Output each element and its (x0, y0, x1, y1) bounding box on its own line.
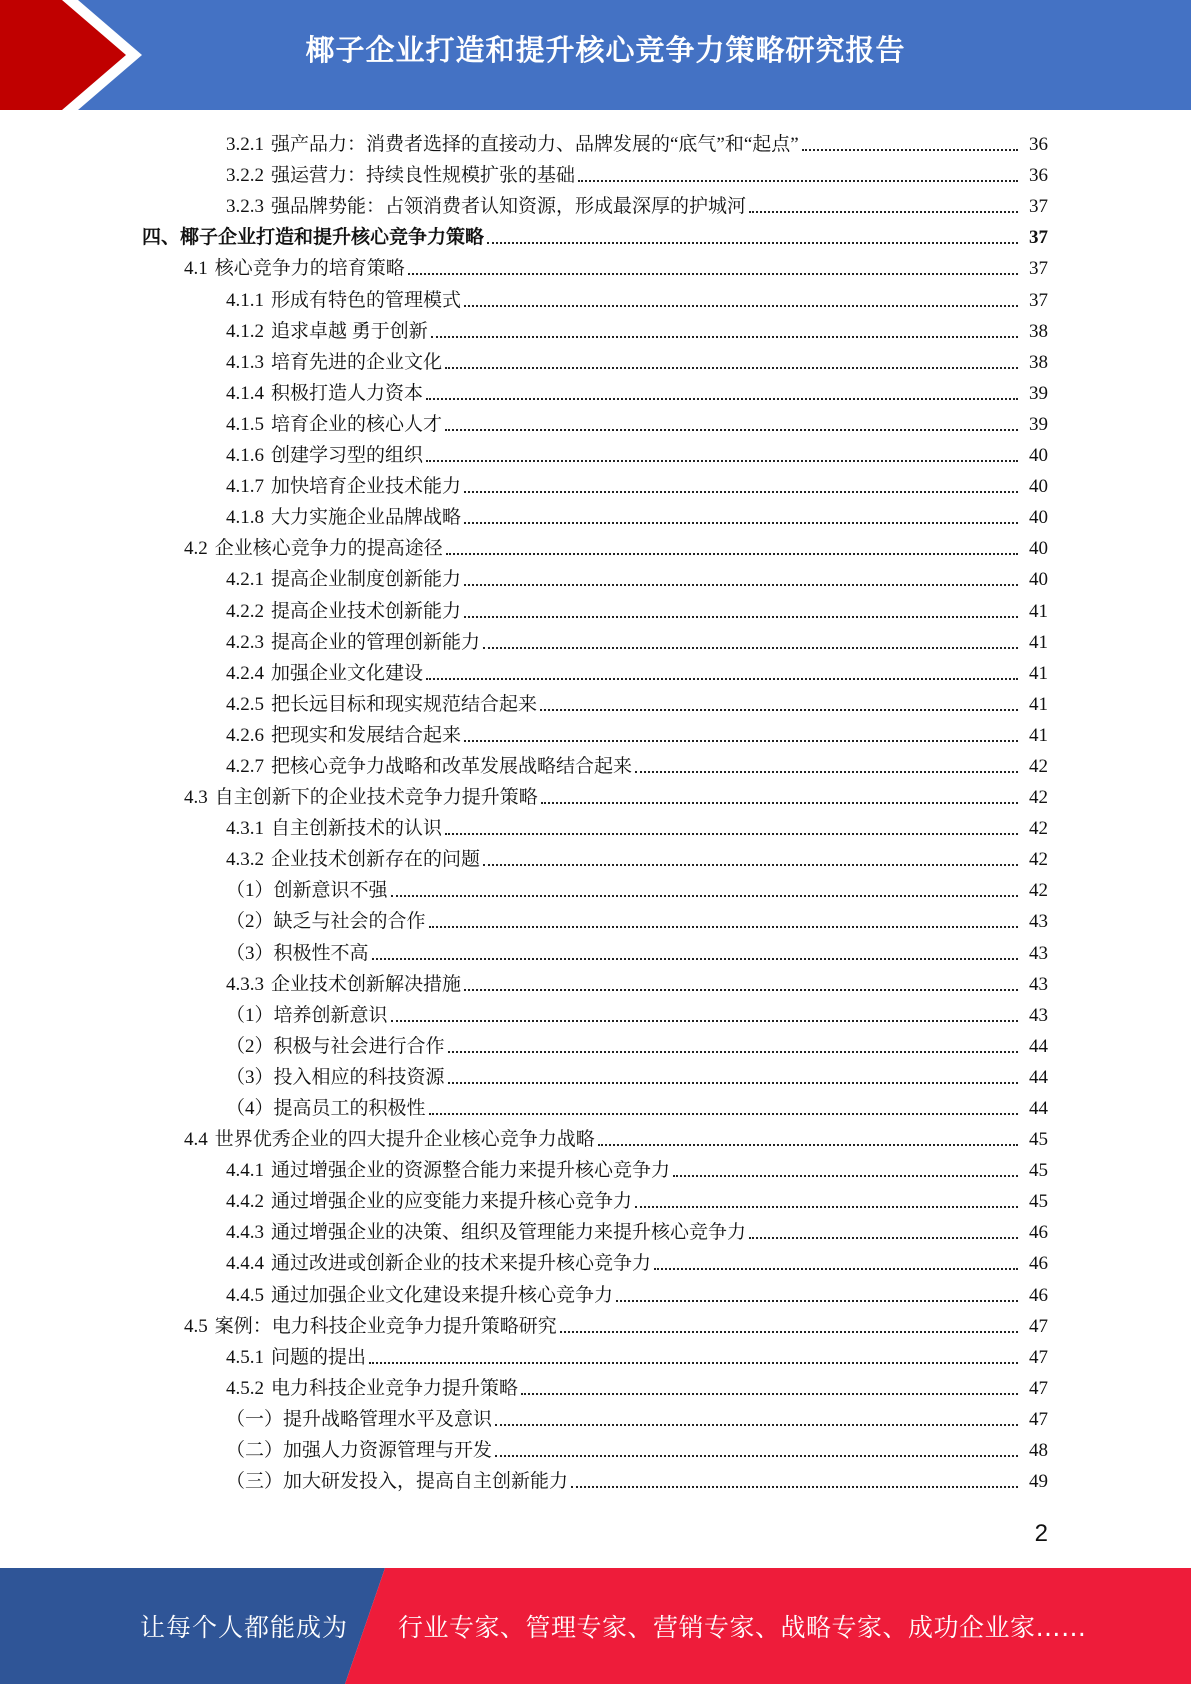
toc-entry-text: （三）加大研发投入，提高自主创新能力 (226, 1471, 569, 1493)
toc-entry[interactable] (0, 502, 1191, 533)
toc-entry-number: 4.3.1 (226, 818, 264, 840)
toc-entry[interactable] (0, 1093, 1191, 1124)
toc-entry-number: 4.1.5 (226, 413, 264, 435)
toc-dot-leader (426, 459, 1018, 462)
toc-entry[interactable] (0, 1186, 1191, 1217)
toc-entry[interactable] (0, 689, 1191, 720)
toc-dot-leader (391, 1019, 1018, 1022)
toc-entry-number: 4.5.2 (226, 1377, 264, 1399)
toc-entry-label (226, 1221, 746, 1245)
toc-dot-leader (495, 1423, 1018, 1426)
toc-entry-page: 41 (1029, 631, 1048, 653)
toc-entry-page: 43 (1029, 1004, 1048, 1026)
toc-entry-text: 四、椰子企业打造和提升核心竞争力策略 (142, 227, 485, 249)
toc-entry-page: 47 (1029, 1315, 1048, 1337)
toc-entry-page: 38 (1029, 351, 1048, 373)
toc-entry[interactable] (0, 440, 1191, 471)
toc-entry-label (184, 257, 405, 281)
toc-entry[interactable] (0, 316, 1191, 347)
toc-entry[interactable] (0, 129, 1191, 160)
toc-dot-leader (635, 770, 1018, 773)
toc-entry-text: 把核心竞争力战略和改革发展战略结合起来 (271, 755, 633, 777)
toc-entry-number: 4.2.6 (226, 724, 264, 746)
page-number: 2 (1034, 1520, 1048, 1547)
toc-entry-label (226, 1097, 426, 1121)
toc-dot-leader (483, 646, 1018, 649)
toc-entry-text: 企业技术创新解决措施 (271, 973, 462, 995)
toc-entry[interactable] (0, 1031, 1191, 1062)
toc-entry-label (226, 879, 388, 903)
toc-entry-text: 通过增强企业的资源整合能力来提升核心竞争力 (271, 1160, 671, 1182)
toc-entry-label (226, 1252, 651, 1276)
toc-entry-label (226, 910, 426, 934)
toc-entry-text: 自主创新技术的认识 (271, 818, 443, 840)
toc-entry-label (226, 724, 461, 748)
toc-entry-label (226, 1439, 492, 1463)
toc-entry-text: 电力科技企业竞争力提升策略 (271, 1377, 519, 1399)
toc-entry-number: 4.2.4 (226, 662, 264, 684)
toc-entry-number: 4.4.5 (226, 1284, 264, 1306)
toc-entry-label (226, 506, 461, 530)
toc-entry-page: 46 (1029, 1253, 1048, 1275)
toc-entry[interactable] (0, 1342, 1191, 1373)
toc-entry-number: 4.5 (184, 1315, 208, 1337)
toc-dot-leader (673, 1174, 1018, 1177)
toc-entry-page: 44 (1029, 1035, 1048, 1057)
toc-entry-text: 企业技术创新存在的问题 (271, 849, 481, 871)
toc-entry[interactable] (0, 937, 1191, 968)
toc-dot-leader (464, 739, 1018, 742)
toc-entry-page: 40 (1029, 538, 1048, 560)
toc-entry-text: 世界优秀企业的四大提升企业核心竞争力战略 (214, 1129, 595, 1151)
toc-entry-number: 4.3 (184, 787, 208, 809)
toc-entry-label (226, 1408, 492, 1432)
toc-entry[interactable] (0, 253, 1191, 284)
toc-entry[interactable] (0, 191, 1191, 222)
toc-entry[interactable] (0, 160, 1191, 191)
toc-dot-leader (408, 272, 1018, 275)
toc-entry-number: 4.4.1 (226, 1160, 264, 1182)
toc-dot-leader (464, 615, 1018, 618)
toc-entry-label (226, 1066, 445, 1090)
toc-entry[interactable] (0, 1404, 1191, 1435)
toc-entry-text: （一）提升战略管理水平及意识 (226, 1408, 493, 1430)
toc-entry-page: 40 (1029, 569, 1048, 591)
toc-entry-label (226, 1346, 366, 1370)
toc-entry[interactable] (0, 409, 1191, 440)
toc-entry[interactable] (0, 1435, 1191, 1466)
toc-dot-leader (431, 335, 1018, 338)
toc-entry-label (184, 1128, 595, 1152)
toc-entry[interactable] (0, 471, 1191, 502)
toc-entry-page: 41 (1029, 600, 1048, 622)
toc-entry-page: 41 (1029, 724, 1048, 746)
toc-entry-label (226, 1470, 568, 1494)
toc-entry-page: 44 (1029, 1098, 1048, 1119)
toc-entry-label (226, 1004, 388, 1028)
toc-entry-page: 39 (1029, 382, 1048, 404)
toc-entry-label (226, 1284, 613, 1308)
toc-dot-leader (749, 210, 1018, 213)
toc-entry-text: 强运营力：持续良性规模扩张的基础 (271, 165, 576, 187)
toc-entry-text: 通过增强企业的决策、组织及管理能力来提升核心竞争力 (271, 1222, 747, 1244)
toc-entry[interactable] (0, 1279, 1191, 1310)
toc-entry-page: 42 (1029, 818, 1048, 840)
toc-entry-page: 47 (1029, 1408, 1048, 1430)
toc-dot-leader (540, 708, 1018, 711)
toc-dot-leader (521, 1392, 1018, 1395)
toc-entry-text: 通过改进或创新企业的技术来提升核心竞争力 (271, 1253, 652, 1275)
toc-dot-leader (483, 863, 1018, 866)
toc-entry-text: 培育先进的企业文化 (271, 351, 443, 373)
toc-entry-label (226, 1159, 670, 1183)
toc-entry-text: （3）投入相应的科技资源 (226, 1066, 445, 1088)
toc-entry-label (226, 351, 442, 375)
toc-entry-text: 追求卓越 勇于创新 (271, 320, 428, 342)
toc-entry[interactable] (0, 875, 1191, 906)
toc-entry-page: 39 (1029, 413, 1048, 435)
footer-slogan-left: 让每个人都能成为 (140, 1613, 349, 1642)
toc-entry[interactable] (0, 751, 1191, 782)
toc-entry-number: 4.4.4 (226, 1253, 264, 1275)
toc-entry-number: 4.2.5 (226, 693, 264, 715)
toc-entry[interactable] (0, 782, 1191, 813)
toc-entry[interactable] (0, 347, 1191, 378)
toc-dot-leader (446, 552, 1018, 555)
toc-entry-number: 4.1.6 (226, 445, 264, 467)
toc-dot-leader (464, 304, 1018, 307)
toc-entry-text: 培育企业的核心人才 (271, 413, 443, 435)
toc-entry[interactable] (0, 906, 1191, 937)
toc-entry-number: 4.1.2 (226, 320, 264, 342)
toc-dot-leader (372, 957, 1018, 960)
toc-dot-leader (749, 1236, 1018, 1239)
toc-entry-page: 40 (1029, 445, 1048, 467)
toc-entry-number: 4.2 (184, 538, 208, 560)
toc-dot-leader (445, 428, 1018, 431)
toc-entry-page: 47 (1029, 1377, 1048, 1399)
toc-entry-page: 40 (1029, 507, 1048, 529)
toc-entry-text: （1）创新意识不强 (226, 880, 388, 902)
toc-entry-text: 核心竞争力的培育策略 (214, 258, 405, 280)
toc-entry-number: 4.1 (184, 258, 208, 280)
toc-entry-text: （2）积极与社会进行合作 (226, 1035, 445, 1057)
toc-entry-page: 43 (1029, 973, 1048, 995)
toc-entry-page: 46 (1029, 1222, 1048, 1244)
toc-entry-text: （2）缺乏与社会的合作 (226, 911, 426, 933)
toc-dot-leader (560, 1330, 1018, 1333)
toc-entry-label (184, 786, 538, 810)
toc-dot-leader (448, 1050, 1018, 1053)
toc-entry-number: 4.1.1 (226, 289, 264, 311)
toc-entry-label (226, 848, 480, 872)
toc-entry-label (226, 195, 746, 219)
toc-entry-text: 案例：电力科技企业竞争力提升策略研究 (214, 1315, 557, 1337)
toc-dot-leader (654, 1267, 1018, 1270)
toc-dot-leader (448, 1081, 1018, 1084)
toc-entry[interactable] (0, 720, 1191, 751)
toc-entry-text: 提高企业制度创新能力 (271, 569, 462, 591)
toc-entry-text: （4）提高员工的积极性 (226, 1098, 426, 1119)
toc-dot-leader (445, 366, 1018, 369)
toc-entry-page: 37 (1029, 289, 1048, 311)
toc-entry[interactable] (0, 595, 1191, 626)
toc-entry-text: 形成有特色的管理模式 (271, 289, 462, 311)
toc-entry[interactable] (0, 1217, 1191, 1248)
toc-entry-number: 4.3.2 (226, 849, 264, 871)
toc-entry-text: 通过增强企业的应变能力来提升核心竞争力 (271, 1191, 633, 1213)
toc-entry-number: 4.2.2 (226, 600, 264, 622)
toc-entry[interactable] (0, 1373, 1191, 1404)
toc-entry-page: 41 (1029, 662, 1048, 684)
toc-entry-page: 45 (1029, 1129, 1048, 1151)
toc-entry-number: 3.2.1 (226, 134, 264, 156)
toc-entry-page: 42 (1029, 849, 1048, 871)
toc-entry-number: 4.1.7 (226, 476, 264, 498)
toc-entry-page: 47 (1029, 1346, 1048, 1368)
toc-entry-label (226, 662, 423, 686)
toc-entry-label (226, 973, 461, 997)
toc-entry-label (226, 1035, 445, 1059)
toc-entry-label (226, 942, 369, 966)
toc-entry[interactable] (0, 1466, 1191, 1497)
toc-entry-label (226, 164, 575, 188)
toc-dot-leader (464, 521, 1018, 524)
toc-dot-leader (391, 894, 1018, 897)
toc-entry-text: （二）加强人力资源管理与开发 (226, 1440, 493, 1462)
toc-entry-text: 加强企业文化建设 (271, 662, 424, 684)
toc-entry-page: 36 (1029, 165, 1048, 187)
toc-entry-text: 企业核心竞争力的提高途径 (214, 538, 443, 560)
toc-dot-leader (464, 988, 1018, 991)
toc-entry-text: 通过加强企业文化建设来提升核心竞争力 (271, 1284, 614, 1306)
toc-entry[interactable] (0, 813, 1191, 844)
toc-entry-label (226, 1377, 518, 1401)
toc-entry-text: 创建学习型的组织 (271, 445, 424, 467)
toc-entry-page: 41 (1029, 693, 1048, 715)
toc-entry-number: 4.5.1 (226, 1346, 264, 1368)
toc-dot-leader (635, 1205, 1018, 1208)
toc-entry-text: （3）积极性不高 (226, 942, 369, 964)
toc-dot-leader (578, 179, 1018, 182)
toc-entry-number: 4.2.3 (226, 631, 264, 653)
toc-entry-text: 大力实施企业品牌战略 (271, 507, 462, 529)
toc-entry-page: 37 (1029, 227, 1048, 249)
toc-dot-leader (464, 490, 1018, 493)
toc-entry-number: 4.4.3 (226, 1222, 264, 1244)
toc-entry[interactable] (0, 564, 1191, 595)
toc-entry-label (226, 133, 799, 157)
toc-entry-text: 自主创新下的企业技术竞争力提升策略 (214, 787, 538, 809)
toc-entry[interactable] (0, 1000, 1191, 1031)
toc-entry[interactable] (0, 1248, 1191, 1279)
toc-entry-label (226, 413, 442, 437)
toc-entry-page: 49 (1029, 1471, 1048, 1493)
toc-entry-page: 45 (1029, 1160, 1048, 1182)
toc-entry-page: 42 (1029, 880, 1048, 902)
toc-entry[interactable] (0, 844, 1191, 875)
toc-entry-number: 4.1.3 (226, 351, 264, 373)
toc-dot-leader (571, 1485, 1018, 1488)
toc-entry-label (226, 1190, 632, 1214)
toc-entry-page: 36 (1029, 134, 1048, 156)
toc-dot-leader (541, 801, 1018, 804)
toc-entry[interactable] (0, 284, 1191, 315)
toc-entry-number: 4.2.7 (226, 755, 264, 777)
toc-entry-text: 积极打造人力资本 (271, 382, 424, 404)
toc-entry-label (226, 475, 461, 499)
toc-entry-text: 强产品力：消费者选择的直接动力、品牌发展的“底气”和“起点” (271, 134, 799, 156)
toc-entry-page: 40 (1029, 476, 1048, 498)
toc-entry-label (226, 289, 461, 313)
toc-entry-text: 强品牌势能：占领消费者认知资源，形成最深厚的护城河 (271, 196, 747, 218)
toc-entry-page: 37 (1029, 258, 1048, 280)
toc-dot-leader (426, 677, 1018, 680)
toc-entry-page: 46 (1029, 1284, 1048, 1306)
toc-entry-number: 4.1.8 (226, 507, 264, 529)
toc-entry[interactable] (0, 658, 1191, 689)
page-header (0, 0, 1191, 110)
toc-entry-label (226, 320, 428, 344)
toc-entry-number: 4.4.2 (226, 1191, 264, 1213)
toc-entry[interactable] (0, 1124, 1191, 1155)
toc-entry-label (226, 600, 461, 624)
toc-entry-page: 43 (1029, 942, 1048, 964)
toc-entry[interactable] (0, 533, 1191, 564)
toc-entry[interactable] (0, 222, 1191, 253)
toc-entry-text: （1）培养创新意识 (226, 1004, 388, 1026)
toc-dot-leader (369, 1361, 1018, 1364)
toc-entry-page: 37 (1029, 196, 1048, 218)
toc-dot-leader (598, 1143, 1018, 1146)
toc-entry-page: 42 (1029, 755, 1048, 777)
table-of-contents (0, 129, 1191, 1497)
toc-entry-number: 4.2.1 (226, 569, 264, 591)
toc-entry-page: 45 (1029, 1191, 1048, 1213)
toc-dot-leader (487, 241, 1018, 244)
toc-dot-leader (464, 583, 1018, 586)
toc-entry-text: 把长远目标和现实规范结合起来 (271, 693, 538, 715)
report-title: 椰子企业打造和提升核心竞争力策略研究报告 (305, 33, 906, 67)
toc-entry-page: 43 (1029, 911, 1048, 933)
toc-entry-label (184, 1315, 557, 1339)
toc-entry[interactable] (0, 378, 1191, 409)
toc-entry-text: 提高企业的管理创新能力 (271, 631, 481, 653)
toc-entry-label (226, 817, 442, 841)
toc-dot-leader (426, 397, 1018, 400)
page-footer (0, 1568, 1191, 1684)
toc-entry-page: 42 (1029, 787, 1048, 809)
toc-entry-label (226, 631, 480, 655)
toc-entry-label (184, 537, 443, 561)
toc-entry[interactable] (0, 1155, 1191, 1186)
toc-entry[interactable] (0, 969, 1191, 1000)
toc-dot-leader (445, 832, 1018, 835)
toc-entry-label (226, 755, 632, 779)
toc-dot-leader (429, 1112, 1018, 1115)
toc-entry-text: 加快培育企业技术能力 (271, 476, 462, 498)
toc-entry-label (226, 693, 537, 717)
toc-entry-number: 3.2.2 (226, 165, 264, 187)
toc-entry-page: 38 (1029, 320, 1048, 342)
toc-entry-label (226, 382, 423, 406)
toc-entry-text: 提高企业技术创新能力 (271, 600, 462, 622)
toc-entry-label (226, 568, 461, 592)
toc-entry-text: 问题的提出 (271, 1346, 367, 1368)
toc-entry-number: 3.2.3 (226, 196, 264, 218)
toc-entry-page: 44 (1029, 1066, 1048, 1088)
toc-dot-leader (802, 148, 1018, 151)
toc-entry-number: 4.4 (184, 1129, 208, 1151)
toc-entry-label (226, 444, 423, 468)
toc-entry-number: 4.1.4 (226, 382, 264, 404)
footer-slogan-right: 行业专家、管理专家、营销专家、战略专家、成功企业家…… (398, 1613, 1087, 1642)
toc-dot-leader (616, 1299, 1018, 1302)
toc-entry[interactable] (0, 1311, 1191, 1342)
toc-entry-label (142, 226, 484, 250)
toc-entry-text: 把现实和发展结合起来 (271, 724, 462, 746)
toc-dot-leader (495, 1454, 1018, 1457)
toc-dot-leader (429, 925, 1018, 928)
toc-entry-number: 4.3.3 (226, 973, 264, 995)
toc-entry-page: 48 (1029, 1440, 1048, 1462)
toc-entry[interactable] (0, 627, 1191, 658)
toc-entry[interactable] (0, 1062, 1191, 1093)
